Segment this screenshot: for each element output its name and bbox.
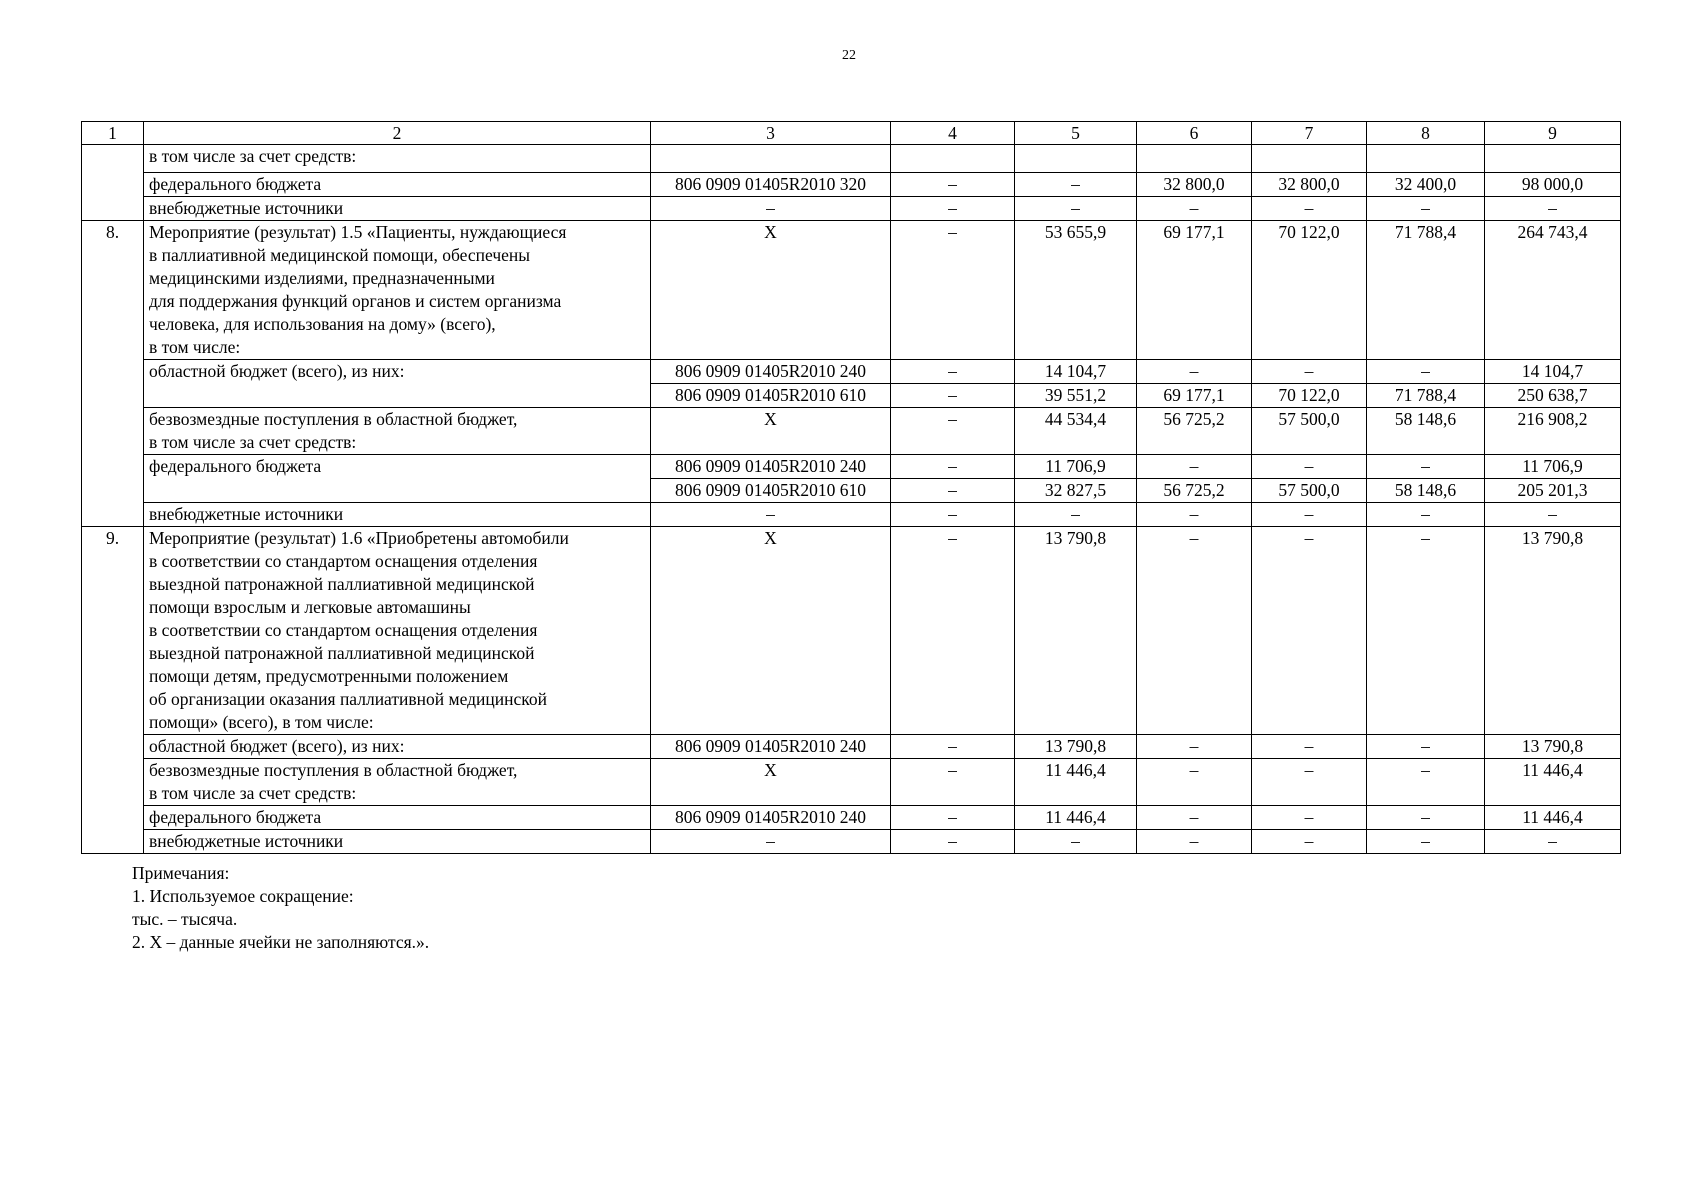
label-line: безвозмездные поступления в областной бюджет, <box>149 409 518 429</box>
value-cell: – <box>1485 197 1621 221</box>
note-line: 1. Используемое сокращение: <box>132 886 354 906</box>
value-cell: 13 790,8 <box>1485 527 1621 735</box>
row-label <box>144 527 651 735</box>
label-line: об организации оказания паллиативной медицинской <box>149 689 547 709</box>
value-cell: – <box>891 735 1015 759</box>
value-cell: 32 400,0 <box>1367 173 1485 197</box>
budget-code-cell: 806 0909 01405R2010 610 <box>651 479 891 503</box>
value-cell: 69 177,1 <box>1137 384 1252 408</box>
label-line: помощи взрослым и легковые автомашины <box>149 597 471 617</box>
notes-section <box>132 862 429 954</box>
value-cell: 32 800,0 <box>1137 173 1252 197</box>
value-cell: – <box>1137 527 1252 735</box>
header-cell: 2 <box>144 122 651 145</box>
budget-code-cell: 806 0909 01405R2010 320 <box>651 173 891 197</box>
page-number: 22 <box>842 48 856 63</box>
value-cell: 14 104,7 <box>1015 360 1137 384</box>
value-cell <box>1485 145 1621 173</box>
value-cell: – <box>891 503 1015 527</box>
value-cell: – <box>891 221 1015 360</box>
value-cell: 32 800,0 <box>1252 173 1367 197</box>
header-cell: 8 <box>1367 122 1485 145</box>
budget-code-cell: 806 0909 01405R2010 610 <box>651 384 891 408</box>
value-cell: 250 638,7 <box>1485 384 1621 408</box>
value-cell: 13 790,8 <box>1485 735 1621 759</box>
value-cell: 69 177,1 <box>1137 221 1252 360</box>
note-line: тыс. – тысяча. <box>132 909 238 929</box>
table-row <box>82 408 1621 455</box>
header-cell: 3 <box>651 122 891 145</box>
value-cell: 39 551,2 <box>1015 384 1137 408</box>
label-line: выездной патронажной паллиативной медицинской <box>149 574 535 594</box>
label-line: помощи детям, предусмотренными положением <box>149 666 509 686</box>
budget-code-cell: Х <box>651 527 891 735</box>
budget-code-cell: Х <box>651 221 891 360</box>
value-cell: – <box>1015 173 1137 197</box>
value-cell: 216 908,2 <box>1485 408 1621 455</box>
budget-code-cell: Х <box>651 408 891 455</box>
label-line: медицинскими изделиями, предназначенными <box>149 268 495 288</box>
value-cell: 13 790,8 <box>1015 735 1137 759</box>
value-cell: – <box>891 360 1015 384</box>
table-row <box>82 145 1621 173</box>
value-cell <box>1015 145 1137 173</box>
value-cell: 57 500,0 <box>1252 408 1367 455</box>
value-cell: – <box>891 455 1015 479</box>
value-cell: – <box>891 806 1015 830</box>
row-label <box>144 759 651 806</box>
header-cell: 4 <box>891 122 1015 145</box>
value-cell <box>1367 145 1485 173</box>
value-cell: – <box>1252 830 1367 854</box>
value-cell: – <box>1137 455 1252 479</box>
value-cell: – <box>1367 527 1485 735</box>
note-line: 2. Х – данные ячейки не заполняются.». <box>132 932 430 952</box>
value-cell: – <box>1137 759 1252 806</box>
budget-code-cell <box>651 145 891 173</box>
value-cell: – <box>891 384 1015 408</box>
value-cell: – <box>1485 830 1621 854</box>
budget-code-cell: 806 0909 01405R2010 240 <box>651 735 891 759</box>
value-cell: 58 148,6 <box>1367 479 1485 503</box>
value-cell: – <box>891 527 1015 735</box>
value-cell: 205 201,3 <box>1485 479 1621 503</box>
header-cell: 1 <box>82 122 144 145</box>
value-cell: 71 788,4 <box>1367 221 1485 360</box>
value-cell: – <box>891 197 1015 221</box>
value-cell: 56 725,2 <box>1137 408 1252 455</box>
value-cell: – <box>1367 197 1485 221</box>
value-cell: – <box>1252 806 1367 830</box>
value-cell: 58 148,6 <box>1367 408 1485 455</box>
value-cell: – <box>891 408 1015 455</box>
value-cell: 56 725,2 <box>1137 479 1252 503</box>
value-cell: – <box>1252 360 1367 384</box>
value-cell: 11 446,4 <box>1015 806 1137 830</box>
row-label: областной бюджет (всего), из них: <box>144 360 651 408</box>
budget-code-cell: 806 0909 01405R2010 240 <box>651 360 891 384</box>
value-cell: – <box>1137 503 1252 527</box>
value-cell: 11 446,4 <box>1015 759 1137 806</box>
row-label: федерального бюджета <box>144 173 651 197</box>
value-cell: 70 122,0 <box>1252 384 1367 408</box>
value-cell: 11 706,9 <box>1015 455 1137 479</box>
label-line: безвозмездные поступления в областной бюджет, <box>149 760 518 780</box>
value-cell: – <box>1252 503 1367 527</box>
row-number-cell <box>82 145 144 221</box>
budget-table <box>81 121 1621 854</box>
budget-code-cell: Х <box>651 759 891 806</box>
value-cell: – <box>1015 197 1137 221</box>
header-cell: 6 <box>1137 122 1252 145</box>
value-cell: – <box>1015 830 1137 854</box>
table-row <box>82 221 1621 360</box>
header-cell: 5 <box>1015 122 1137 145</box>
label-line: в том числе за счет средств: <box>149 783 357 803</box>
value-cell: – <box>1367 503 1485 527</box>
row-number-cell: 9. <box>82 527 144 854</box>
value-cell: – <box>1137 360 1252 384</box>
value-cell: – <box>1367 735 1485 759</box>
row-label: внебюджетные источники <box>144 503 651 527</box>
row-number-cell: 8. <box>82 221 144 527</box>
value-cell: – <box>1367 759 1485 806</box>
value-cell: – <box>1015 503 1137 527</box>
value-cell: 13 790,8 <box>1015 527 1137 735</box>
value-cell: 14 104,7 <box>1485 360 1621 384</box>
value-cell: – <box>1137 830 1252 854</box>
label-line: в соответствии со стандартом оснащения отделения <box>149 551 538 571</box>
value-cell: 70 122,0 <box>1252 221 1367 360</box>
value-cell: – <box>891 830 1015 854</box>
value-cell: – <box>1137 806 1252 830</box>
budget-code-cell: – <box>651 503 891 527</box>
table-row <box>82 197 1621 221</box>
table-row <box>82 360 1621 384</box>
value-cell: – <box>891 479 1015 503</box>
value-cell <box>1252 145 1367 173</box>
table-row <box>82 806 1621 830</box>
value-cell: – <box>1252 197 1367 221</box>
table-row <box>82 830 1621 854</box>
value-cell: 53 655,9 <box>1015 221 1137 360</box>
value-cell: 11 446,4 <box>1485 759 1621 806</box>
value-cell: 32 827,5 <box>1015 479 1137 503</box>
value-cell: – <box>1485 503 1621 527</box>
row-label <box>144 221 651 360</box>
value-cell: – <box>1367 830 1485 854</box>
label-line: помощи» (всего), в том числе: <box>149 712 374 732</box>
budget-code-cell: 806 0909 01405R2010 240 <box>651 806 891 830</box>
value-cell: – <box>1252 735 1367 759</box>
label-line: выездной патронажной паллиативной медицинской <box>149 643 535 663</box>
value-cell: – <box>1137 735 1252 759</box>
header-row <box>82 122 1621 145</box>
table-row <box>82 735 1621 759</box>
value-cell: – <box>1367 806 1485 830</box>
value-cell: 11 706,9 <box>1485 455 1621 479</box>
label-line: в соответствии со стандартом оснащения отделения <box>149 620 538 640</box>
label-line: человека, для использования на дому» (всего), <box>149 314 496 334</box>
value-cell: – <box>1137 197 1252 221</box>
budget-code-cell: – <box>651 830 891 854</box>
value-cell: – <box>891 759 1015 806</box>
value-cell: 71 788,4 <box>1367 384 1485 408</box>
value-cell: – <box>1252 455 1367 479</box>
table-row <box>82 455 1621 479</box>
value-cell: – <box>1367 360 1485 384</box>
row-label: внебюджетные источники <box>144 830 651 854</box>
value-cell: – <box>1252 527 1367 735</box>
notes-title: Примечания: <box>132 863 230 883</box>
label-line: Мероприятие (результат) 1.5 «Пациенты, нуждающиеся <box>149 222 567 242</box>
budget-code-cell: – <box>651 197 891 221</box>
label-line: для поддержания функций органов и систем организма <box>149 291 562 311</box>
header-cell: 9 <box>1485 122 1621 145</box>
row-label: внебюджетные источники <box>144 197 651 221</box>
table-row <box>82 759 1621 806</box>
label-line: в паллиативной медицинской помощи, обеспечены <box>149 245 531 265</box>
row-label: федерального бюджета <box>144 806 651 830</box>
row-label: в том числе за счет средств: <box>144 145 651 173</box>
row-label <box>144 408 651 455</box>
label-line: в том числе за счет средств: <box>149 432 357 452</box>
value-cell <box>891 145 1015 173</box>
table-row <box>82 527 1621 735</box>
label-line: Мероприятие (результат) 1.6 «Приобретены автомобили <box>149 528 569 548</box>
table-row <box>82 503 1621 527</box>
row-label: федерального бюджета <box>144 455 651 503</box>
value-cell <box>1137 145 1252 173</box>
value-cell: 264 743,4 <box>1485 221 1621 360</box>
value-cell: 98 000,0 <box>1485 173 1621 197</box>
row-label: областной бюджет (всего), из них: <box>144 735 651 759</box>
value-cell: – <box>1252 759 1367 806</box>
label-line: в том числе: <box>149 337 241 357</box>
value-cell: – <box>1367 455 1485 479</box>
value-cell: 44 534,4 <box>1015 408 1137 455</box>
value-cell: – <box>891 173 1015 197</box>
value-cell: 11 446,4 <box>1485 806 1621 830</box>
header-cell: 7 <box>1252 122 1367 145</box>
value-cell: 57 500,0 <box>1252 479 1367 503</box>
table-row <box>82 173 1621 197</box>
budget-code-cell: 806 0909 01405R2010 240 <box>651 455 891 479</box>
